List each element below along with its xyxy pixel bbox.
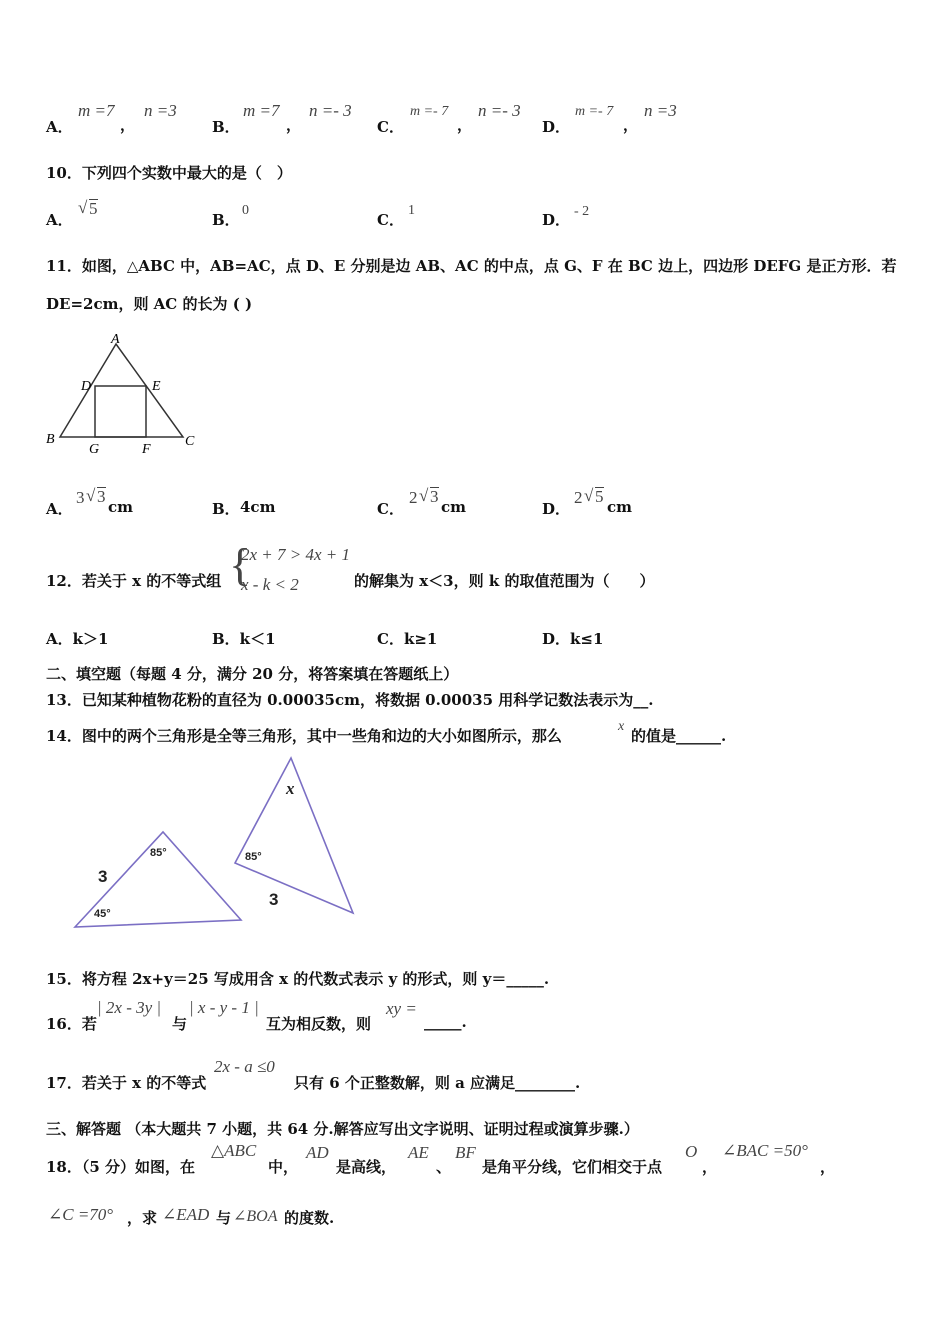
q18-qiu: ，求: [127, 1209, 158, 1227]
q10-option-d-label: D．: [542, 211, 571, 229]
q9-option-a-n: n =3: [144, 101, 177, 120]
q9-option-c-label: C．: [377, 118, 404, 136]
q13-stem: 13．已知某种植物花粉的直径为 0.00035cm，将数据 0.00035 用科学记数法表示为__.: [46, 691, 654, 709]
q12-option-b: B．k＜1: [212, 630, 276, 648]
q11-option-d-coef: 2: [574, 488, 583, 507]
q16-mid: 与: [172, 1015, 188, 1033]
q11-stem-line2: DE=2cm，则 AC 的长为 ( ): [46, 295, 253, 313]
q12-option-a: A．k＞1: [46, 630, 109, 648]
q9-option-d-n: n =3: [644, 101, 677, 120]
q10-option-a-value: 5: [89, 199, 98, 218]
q9-option-d-label: D．: [542, 118, 571, 136]
q14-stem-after: 的值是______.: [631, 727, 727, 745]
q16-abs-2: | x - y - 1 |: [189, 998, 259, 1017]
q18-comma-2: ，: [820, 1158, 836, 1176]
q18-zh: 中，: [268, 1158, 299, 1176]
q18-triangle-abc: △ABC: [211, 1141, 257, 1160]
q11-option-d-sqrt-icon: √: [584, 486, 594, 505]
q12-brace: {: [229, 539, 252, 590]
q10-stem: 10．下列四个实数中最大的是（ ）: [46, 164, 292, 182]
q11-option-c-sqrt-icon: √: [419, 486, 429, 505]
label-e: E: [152, 379, 161, 394]
q18-jiao: 是角平分线，它们相交于点: [482, 1158, 663, 1176]
q9-option-b-label: B．: [212, 118, 240, 136]
q11-option-b-label: B．: [212, 500, 240, 518]
q11-stem-line1: 11．如图，△ABC 中，AB=AC，点 D、E 分别是边 AB、AC 的中点，点 G、F 在 BC 边上，四边形 DEFG 是正方形．若: [46, 257, 897, 275]
tri2-var-label: x: [286, 779, 295, 798]
q9-option-c-m: m =- 7: [410, 104, 449, 119]
q11-option-d-unit: cm: [607, 498, 633, 516]
q10-option-a-label: A．: [46, 211, 73, 229]
q11-figure: [40, 330, 210, 460]
q16-post: 互为相反数，则: [266, 1015, 372, 1033]
q9-option-d-m: m =- 7: [575, 104, 614, 119]
q12-option-c: C．k≥1: [377, 630, 438, 648]
q18-ad: AD: [306, 1143, 329, 1162]
q11-option-d-rad: 5: [595, 487, 604, 506]
q14-figure: [60, 750, 370, 940]
q9-option-a-m: m =7: [78, 101, 115, 120]
q18-yu: 与: [216, 1209, 232, 1227]
q12-suffix: 的解集为 x＜3，则 k 的取值范围为（ ）: [354, 572, 655, 590]
q18-angle-bac: ∠BAC =50°: [722, 1141, 808, 1160]
q10-option-d-value: - 2: [574, 204, 590, 219]
q16-xy: xy =: [386, 999, 417, 1018]
tri2-angle: 85°: [245, 851, 262, 863]
q10-option-b-label: B．: [212, 211, 240, 229]
q9-option-a-label: A．: [46, 118, 73, 136]
section-2-heading: 二、填空题（每题 4 分，满分 20 分，将答案填在答题纸上）: [46, 665, 459, 683]
q18-o: O: [685, 1142, 698, 1161]
q12-prefix: 12．若关于 x 的不等式组: [46, 572, 222, 590]
q11-option-b-text: 4cm: [240, 498, 276, 516]
q11-option-c-coef: 2: [409, 488, 418, 507]
q18-angle-boa: ∠BOA: [233, 1208, 278, 1225]
q11-option-c-label: C．: [377, 500, 404, 518]
q9-option-c-sep: ，: [457, 116, 473, 134]
q11-option-a-unit: cm: [108, 498, 134, 516]
q18-dun: 、: [436, 1158, 452, 1176]
q18-angle-c: ∠C =70°: [48, 1205, 114, 1224]
q18-bf: BF: [455, 1143, 476, 1162]
label-f: F: [142, 442, 151, 457]
section-3-heading: 三、解答题 （本大题共 7 小题，共 64 分.解答应写出文字说明、证明过程或演算步骤.）: [46, 1120, 639, 1138]
q9-option-d-sep: ，: [623, 116, 639, 134]
q17-post: 只有 6 个正整数解，则 a 应满足________.: [294, 1074, 581, 1092]
q11-option-d-label: D．: [542, 500, 571, 518]
q9-option-b-m: m =7: [243, 101, 280, 120]
q18-comma: ，: [702, 1158, 718, 1176]
q17-inequality: 2x - a ≤0: [214, 1057, 275, 1076]
label-d: D: [81, 379, 92, 394]
q10-sqrt-icon: √: [78, 198, 88, 217]
triangle-abc: [60, 344, 183, 437]
q11-option-a-rad: 3: [97, 487, 106, 506]
tri1-angle-left: 45°: [94, 908, 111, 920]
q11-option-a-coef: 3: [76, 488, 85, 507]
label-b: B: [46, 432, 55, 447]
q18-pre: 18．（5 分）如图，在: [46, 1158, 196, 1176]
q10-option-c-value: 1: [408, 203, 415, 218]
q9-option-b-n: n =- 3: [309, 101, 352, 120]
q15-stem: 15．将方程 2x+y＝25 写成用含 x 的代数式表示 y 的形式，则 y＝_____.: [46, 970, 550, 988]
q11-option-c-unit: cm: [441, 498, 467, 516]
label-a: A: [111, 332, 120, 347]
q11-option-c-rad: 3: [430, 487, 439, 506]
q18-end: 的度数.: [284, 1209, 335, 1227]
q18-gaoxian: 是高线，: [336, 1158, 397, 1176]
q12-inequality-2: x - k < 2: [241, 575, 299, 594]
q14-var: x: [618, 719, 625, 734]
tri1-angle-top: 85°: [150, 847, 167, 859]
label-g: G: [89, 442, 100, 457]
tri1-side-label: 3: [98, 867, 108, 886]
q9-option-a-sep: ，: [120, 116, 136, 134]
q12-inequality-1: 2x + 7 > 4x + 1: [241, 545, 351, 564]
q11-option-a-sqrt-icon: √: [86, 486, 96, 505]
square-defg: [95, 386, 146, 437]
q11-option-a-label: A．: [46, 500, 73, 518]
q16-blank: _____.: [424, 1013, 467, 1031]
q10-option-b-value: 0: [242, 203, 249, 218]
q9-option-c-n: n =- 3: [478, 101, 521, 120]
q16-abs-1: | 2x - 3y |: [97, 998, 162, 1017]
q18-ae: AE: [408, 1143, 429, 1162]
q18-angle-ead: ∠EAD: [162, 1205, 210, 1224]
q14-stem-before: 14．图中的两个三角形是全等三角形，其中一些角和边的大小如图所示，那么: [46, 727, 562, 745]
q10-option-c-label: C．: [377, 211, 404, 229]
tri2-side-label: 3: [269, 890, 279, 909]
q16-pre: 16．若: [46, 1015, 97, 1033]
q12-option-d: D．k≤1: [542, 630, 604, 648]
q17-pre: 17．若关于 x 的不等式: [46, 1074, 207, 1092]
q9-option-b-sep: ，: [286, 116, 302, 134]
label-c: C: [185, 434, 195, 449]
